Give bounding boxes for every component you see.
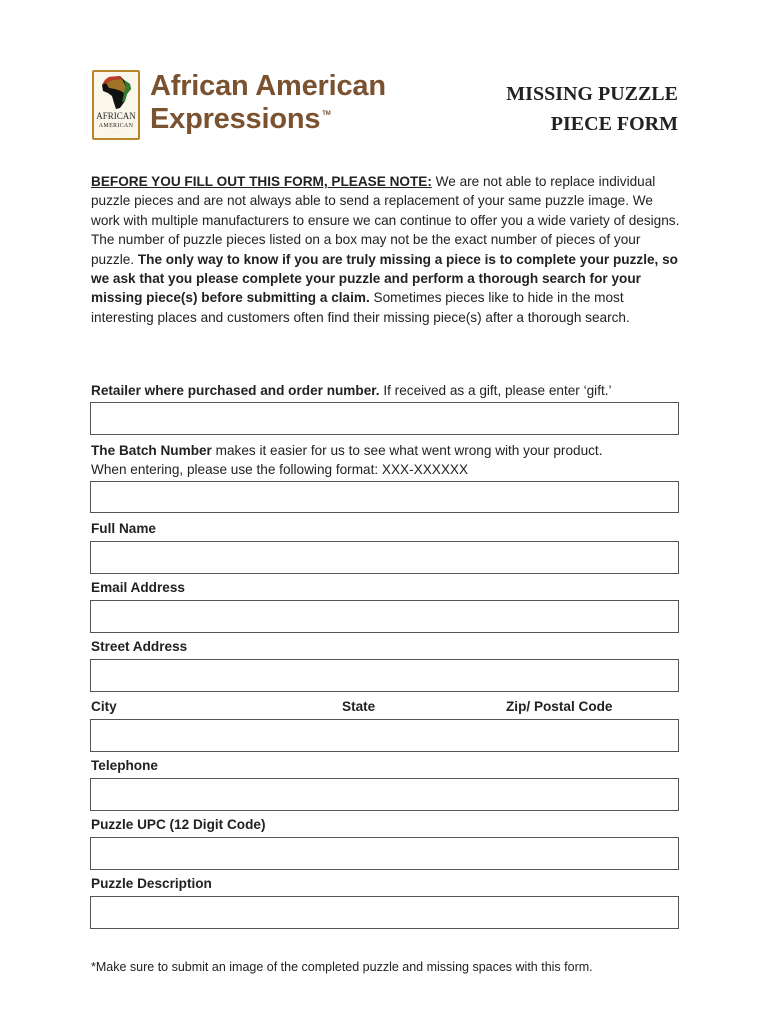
logo-wordmark-line1: African American — [150, 70, 386, 102]
upc-input[interactable] — [90, 837, 679, 870]
retailer-input[interactable] — [90, 402, 679, 435]
batch-label-bold: The Batch Number — [91, 443, 212, 458]
notice-bold-text: The only way to know if you are truly missing a piece is to complete your puzzle, so we ask that you please complete your puzzle and perform a thorough search for your missing piece(s) before submitting a claim. — [91, 251, 678, 306]
batch-format-hint: When entering, please use the following format: XXX-XXXXXX — [91, 462, 469, 477]
telephone-label — [91, 756, 158, 775]
trademark-symbol: TM — [322, 111, 331, 117]
full-name-input[interactable] — [90, 541, 679, 574]
badge-text-american: AMERICAN — [98, 123, 134, 129]
footnote: *Make sure to submit an image of the completed puzzle and missing spaces with this form. — [91, 960, 593, 974]
state-label: State — [342, 699, 376, 714]
intro-notice — [91, 172, 683, 327]
puzzle-description-input[interactable] — [90, 896, 679, 929]
badge-text-dots: ····· — [110, 130, 122, 135]
notice-text-2: Sometimes pieces like to hide in the most interesting places and customers often find their missing piece(s) after a thorough search. — [91, 290, 630, 325]
retailer-label-rest: If received as a gift, please enter ‘gift.’ — [379, 383, 612, 398]
africa-map-badge — [92, 70, 140, 140]
batch-number-input[interactable] — [90, 481, 679, 513]
description-label — [91, 874, 212, 893]
email-label-text: Email Address — [91, 580, 185, 595]
upc-label — [91, 815, 265, 834]
street-label — [91, 637, 187, 656]
notice-heading: BEFORE YOU FILL OUT THIS FORM, PLEASE NOTE: — [91, 174, 432, 189]
retailer-label-bold: Retailer where purchased and order number. — [91, 383, 380, 398]
email-label — [91, 578, 185, 597]
city-label: City — [91, 699, 117, 714]
full-name-label — [91, 519, 156, 538]
badge-text-african: AFRICAN — [96, 111, 136, 121]
form-title-line2: PIECE FORM — [550, 113, 678, 135]
zip-label: Zip/ Postal Code — [506, 699, 613, 714]
city-state-zip-input[interactable] — [90, 719, 679, 752]
company-logo — [92, 70, 392, 142]
logo-wordmark-line2 — [150, 105, 331, 134]
street-address-input[interactable] — [90, 659, 679, 692]
batch-label-rest: makes it easier for us to see what went wrong with your product. — [211, 443, 603, 458]
upc-label-text: Puzzle UPC (12 Digit Code) — [91, 817, 266, 832]
email-input[interactable] — [90, 600, 679, 633]
batch-label — [91, 441, 602, 460]
full-name-label-text: Full Name — [91, 521, 156, 536]
notice-text-1: We are not able to replace individual puzzle pieces and are not always able to send a replacement of your same puzzle image. We work with multiple manufacturers to ensure we can continue to offer you a wide variety of designs. The number of puzzle pieces listed on a box may not be the exact number of pieces of your puzzle. — [91, 174, 680, 267]
logo-wordmark-expressions: Expressions — [150, 103, 321, 135]
street-label-text: Street Address — [91, 639, 188, 654]
telephone-label-text: Telephone — [91, 758, 158, 773]
retailer-label — [91, 381, 612, 400]
form-title — [506, 79, 678, 139]
africa-map-icon — [100, 75, 134, 111]
description-label-text: Puzzle Description — [91, 876, 212, 891]
form-title-line1: MISSING PUZZLE — [506, 83, 678, 105]
telephone-input[interactable] — [90, 778, 679, 811]
